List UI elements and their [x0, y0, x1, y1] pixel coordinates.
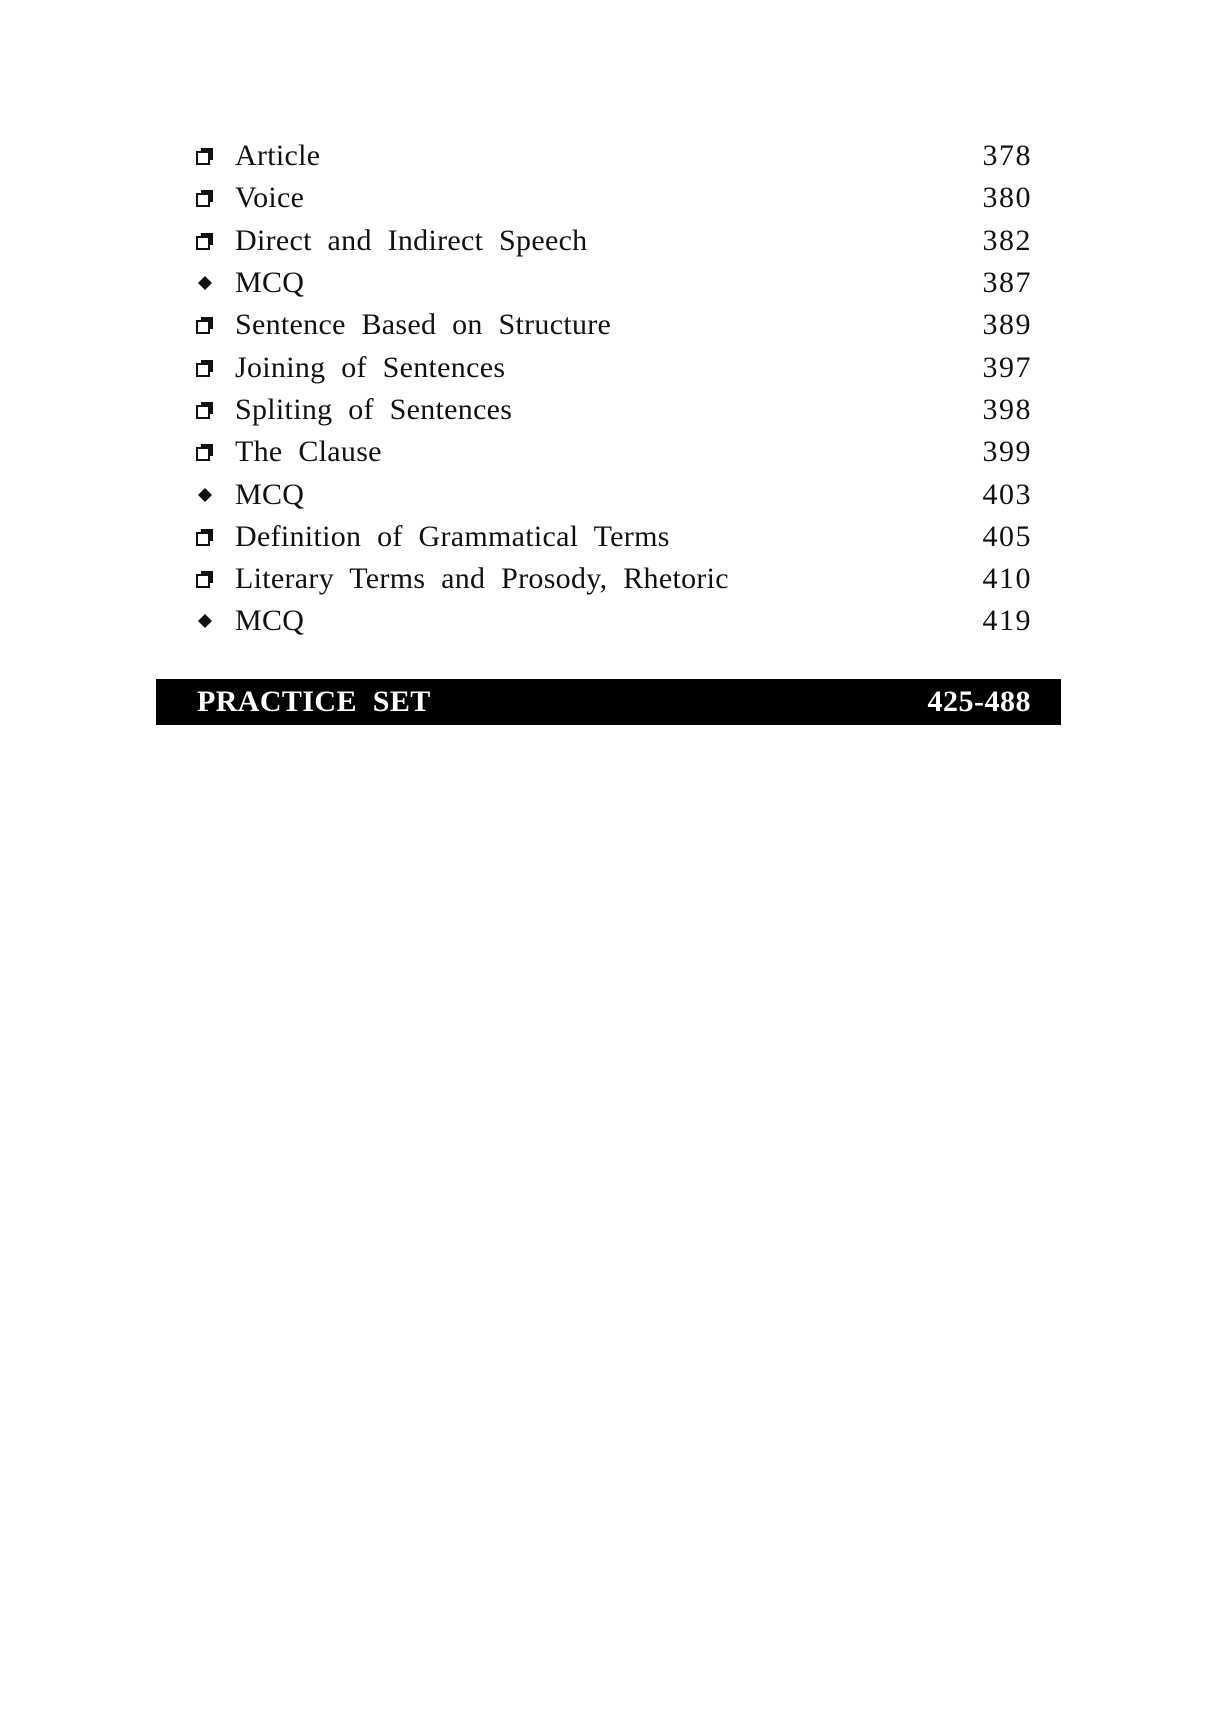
- toc-entry-page: 405: [982, 519, 1032, 553]
- square-bullet-icon: [196, 528, 214, 546]
- toc-entry-page: 419: [982, 604, 1032, 638]
- toc-entry-label: Sentence Based on Structure: [235, 308, 612, 342]
- toc-entry-label: Voice: [235, 181, 305, 215]
- toc-entry-label: MCQ: [235, 477, 305, 511]
- square-bullet-icon: [196, 189, 214, 207]
- square-bullet-icon: [196, 359, 214, 377]
- square-bullet-icon: [196, 147, 214, 165]
- toc-entry-page: 378: [982, 139, 1032, 173]
- square-bullet-icon: [196, 570, 214, 588]
- toc-entry-label: Direct and Indirect Speech: [235, 223, 588, 257]
- toc-entry-page: 397: [982, 350, 1032, 384]
- toc-entry-spliting-sentences[interactable]: [196, 389, 1032, 431]
- toc-entry-mcq[interactable]: [196, 600, 1032, 642]
- practice-set-banner[interactable]: [156, 679, 1061, 725]
- toc-entry-grammatical-terms[interactable]: [196, 516, 1032, 558]
- toc-entry-direct-indirect-speech[interactable]: [196, 220, 1032, 262]
- square-bullet-icon: [196, 401, 214, 419]
- toc-entry-page: 398: [982, 392, 1032, 426]
- toc-entry-page: 382: [982, 223, 1032, 257]
- toc-entry-label: Spliting of Sentences: [235, 392, 513, 426]
- toc-entry-label: Definition of Grammatical Terms: [235, 519, 670, 553]
- toc-entry-sentence-structure[interactable]: [196, 304, 1032, 346]
- toc-entry-page: 387: [982, 266, 1032, 300]
- diamond-bullet-icon: [196, 486, 214, 504]
- toc-entry-page: 380: [982, 181, 1032, 215]
- toc-entry-page: 399: [982, 435, 1032, 469]
- square-bullet-icon: [196, 232, 214, 250]
- toc-entry-label: Literary Terms and Prosody, Rhetoric: [235, 562, 729, 596]
- diamond-bullet-icon: [196, 612, 214, 630]
- diamond-bullet-icon: [196, 274, 214, 292]
- practice-set-pages: 425-488: [927, 685, 1031, 718]
- toc-entry-page: 403: [982, 477, 1032, 511]
- toc-entry-page: 410: [982, 562, 1032, 596]
- square-bullet-icon: [196, 443, 214, 461]
- toc-entry-label: MCQ: [235, 266, 305, 300]
- toc-entry-mcq[interactable]: [196, 473, 1032, 515]
- table-of-contents: [196, 135, 1032, 643]
- toc-entry-page: 389: [982, 308, 1032, 342]
- toc-entry-label: Article: [235, 139, 321, 173]
- toc-entry-mcq[interactable]: [196, 262, 1032, 304]
- toc-entry-literary-terms[interactable]: [196, 558, 1032, 600]
- toc-entry-label: The Clause: [235, 435, 382, 469]
- toc-entry-joining-sentences[interactable]: [196, 346, 1032, 388]
- toc-entry-voice[interactable]: [196, 177, 1032, 219]
- toc-entry-article[interactable]: [196, 135, 1032, 177]
- practice-set-title: PRACTICE SET: [197, 685, 431, 718]
- toc-entry-the-clause[interactable]: [196, 431, 1032, 473]
- square-bullet-icon: [196, 316, 214, 334]
- toc-entry-label: MCQ: [235, 604, 305, 638]
- toc-entry-label: Joining of Sentences: [235, 350, 506, 384]
